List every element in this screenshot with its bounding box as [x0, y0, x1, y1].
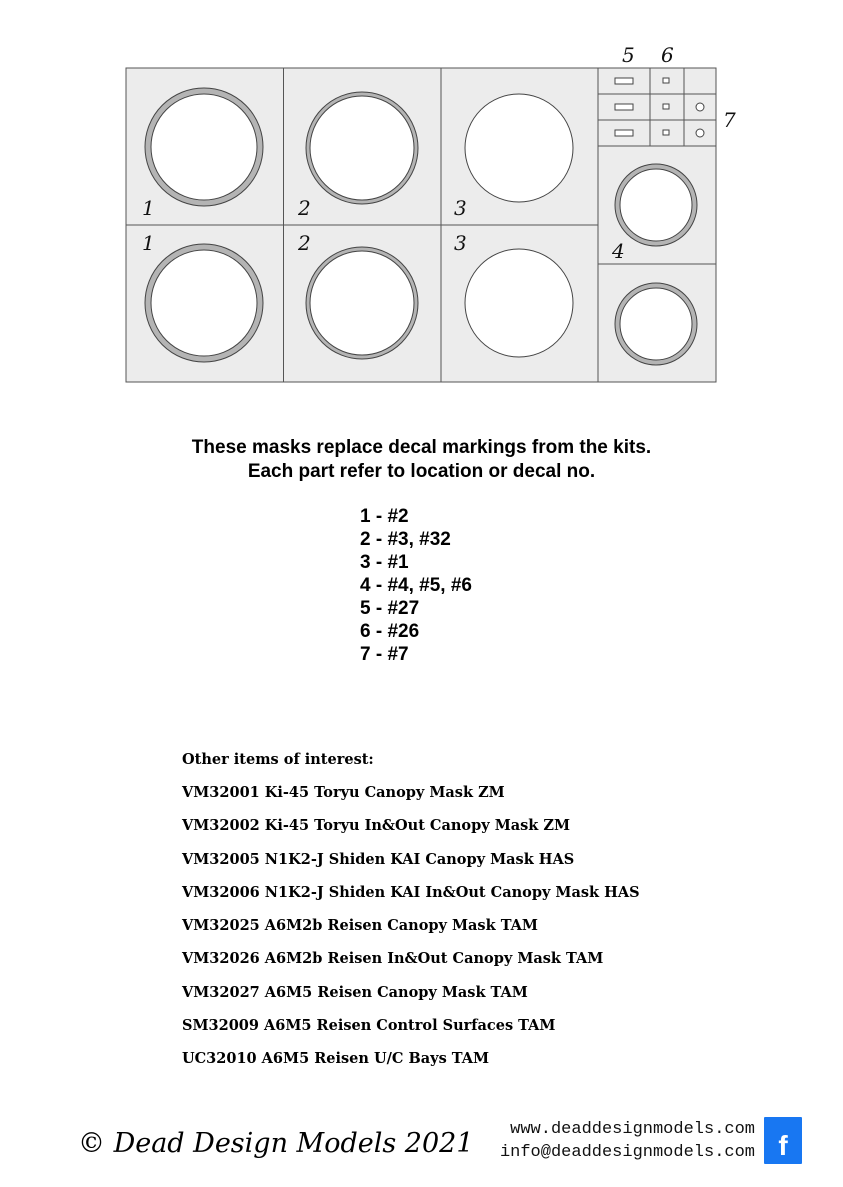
legend-item: 5 - #27: [360, 598, 420, 619]
list-item: UC32010 A6M5 Reisen U/C Bays TAM: [182, 1050, 490, 1068]
mask-ring-4-inner: [620, 288, 692, 360]
mask-part-6: [663, 78, 669, 83]
mask-part-6: [663, 104, 669, 109]
list-item: VM32026 A6M2b Reisen In&Out Canopy Mask TAM: [182, 950, 604, 968]
mask-part-7: [696, 129, 704, 137]
legend-item: 7 - #7: [360, 644, 409, 665]
intro-text: [0, 436, 843, 484]
part-legend: [360, 505, 472, 666]
mask-ring-2-inner: [310, 251, 414, 355]
part-number-label: 4: [612, 239, 625, 263]
part-number-label: 1: [142, 231, 155, 255]
list-item: VM32005 N1K2-J Shiden KAI Canopy Mask HAS: [182, 850, 575, 868]
part-number-label: 3: [454, 196, 467, 220]
other-items-section: [182, 750, 640, 1083]
facebook-glyph: f: [778, 1130, 788, 1161]
part-number-label: 2: [298, 231, 311, 255]
mask-sheet: [0, 0, 843, 400]
mask-ring-1-inner: [151, 94, 257, 200]
list-item: VM32027 A6M5 Reisen Canopy Mask TAM: [182, 983, 528, 1001]
mask-ring-2-inner: [310, 96, 414, 200]
facebook-icon[interactable]: [764, 1117, 802, 1164]
legend-item: 1 - #2: [360, 506, 409, 527]
intro-line: Each part refer to location or decal no.: [247, 461, 596, 482]
mask-sheet-drawing: [0, 0, 843, 400]
part-number-label: 6: [661, 43, 674, 67]
mask-part-5: [615, 78, 633, 84]
legend-item: 3 - #1: [360, 552, 409, 573]
legend-item: 6 - #26: [360, 621, 420, 642]
contact-info: [500, 1118, 755, 1164]
part-number-label: 2: [298, 196, 311, 220]
part-number-label: 5: [622, 43, 635, 67]
mask-disc-3: [465, 94, 573, 202]
part-number-label: 7: [723, 108, 736, 132]
legend-item: 2 - #3, #32: [360, 529, 451, 550]
mask-disc-3: [465, 249, 573, 357]
email-link[interactable]: info@deaddesignmodels.com: [499, 1143, 755, 1162]
intro-line: These masks replace decal markings from the kits.: [191, 437, 652, 458]
website-link[interactable]: www.deaddesignmodels.com: [510, 1120, 755, 1139]
list-item: VM32025 A6M2b Reisen Canopy Mask TAM: [182, 917, 538, 935]
copyright-signature: © Dead Design Models 2021: [78, 1128, 474, 1159]
other-items-list: [182, 783, 640, 1083]
other-items-title: Other items of interest:: [182, 751, 374, 768]
mask-part-5: [615, 130, 633, 136]
list-item: VM32001 Ki-45 Toryu Canopy Mask ZM: [182, 784, 505, 801]
list-item: SM32009 A6M5 Reisen Control Surfaces TAM: [182, 1017, 556, 1035]
mask-part-6: [663, 130, 669, 135]
legend-item: 4 - #4, #5, #6: [360, 575, 472, 596]
part-number-label: 1: [142, 196, 155, 220]
mask-part-5: [615, 104, 633, 110]
mask-ring-1-inner: [151, 250, 257, 356]
list-item: VM32006 N1K2-J Shiden KAI In&Out Canopy Mask HAS: [182, 883, 640, 901]
mask-ring-4-inner: [620, 169, 692, 241]
list-item: VM32002 Ki-45 Toryu In&Out Canopy Mask ZM: [182, 817, 571, 835]
part-number-label: 3: [454, 231, 467, 255]
mask-part-7: [696, 103, 704, 111]
